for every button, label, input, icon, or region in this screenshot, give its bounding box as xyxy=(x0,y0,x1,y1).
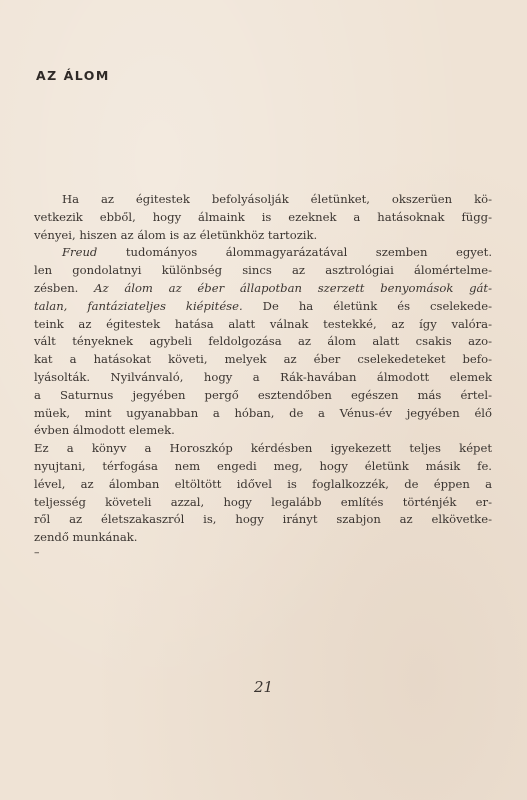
text-line: évben álmodott elemek. xyxy=(34,423,175,438)
text-line: len gondolatnyi különbség sincs az asztrológiai álomértelme- xyxy=(34,263,492,278)
paragraph xyxy=(34,440,492,547)
text-line: vetkezik ebből, hogy álmaink is ezeknek a hatásoknak függ- xyxy=(34,209,492,224)
italic-emphasis: Freud xyxy=(62,245,98,260)
chapter-title: AZ ÁLOM xyxy=(36,68,110,83)
text-line: teljesség követeli azzal, hogy legalább említés történjék er- xyxy=(34,494,492,509)
text-line: vényei, hiszen az álom is az életünkhöz tartozik. xyxy=(34,227,318,242)
text-line: ről az életszakaszról is, hogy irányt szabjon az elkövetke- xyxy=(34,512,492,527)
end-mark: – xyxy=(34,546,40,559)
text-line: müek, mint ugyanabban a hóban, de a Vénus-év jegyében élő xyxy=(34,405,492,420)
text-line: zésben. Az álom az éber állapotban szerzett benyomások gát- xyxy=(34,280,492,295)
text-line: talan, fantáziateljes kiépitése. De ha életünk és cselekede- xyxy=(34,298,493,313)
text-line: a Saturnus jegyében pergő esztendőben egészen más értel- xyxy=(34,387,492,402)
text-line: zendő munkának. xyxy=(34,530,138,545)
italic-emphasis: Az álom az éber állapotban szerzett benyomások gát- xyxy=(94,280,492,295)
text-line: lével, az álomban eltöltött idővel is foglalkozzék, de éppen a xyxy=(34,476,492,491)
text-line: lyásolták. Nyilvánvaló, hogy a Rák-havában álmodott elemek xyxy=(34,369,492,384)
text-line: Ha az égitestek befolyásolják életünket, okszerüen kö- xyxy=(62,192,492,206)
body-text xyxy=(34,191,492,547)
italic-emphasis: talan, fantáziateljes kiépitése. xyxy=(34,298,243,313)
paragraph xyxy=(34,191,492,244)
text-line: Ez a könyv a Horoszkóp kérdésben igyekezett teljes képet xyxy=(34,441,492,456)
text-line: vált tényeknek agybeli feldolgozása az álom alatt csakis azo- xyxy=(34,334,492,349)
text-line: kat a hatásokat követi, melyek az éber cselekedeteket befo- xyxy=(34,352,492,367)
paragraph xyxy=(34,244,492,440)
text-line: teink az égitestek hatása alatt válnak testekké, az így valóra- xyxy=(34,316,492,331)
page-number: 21 xyxy=(253,678,274,696)
text-line: Freud tudományos álommagyarázatával szemben egyet. xyxy=(62,245,492,260)
text-line: nyujtani, térfogása nem engedi meg, hogy életünk másik fe. xyxy=(34,458,492,473)
